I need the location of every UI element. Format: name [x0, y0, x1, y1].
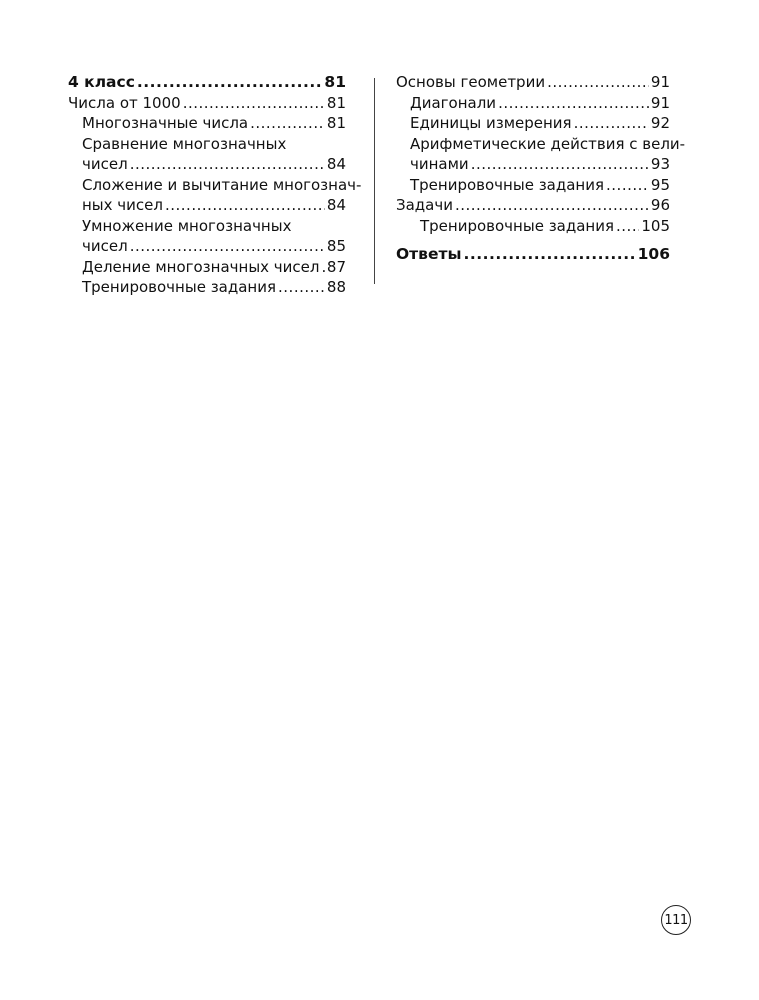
toc-entry-page: 92 — [650, 114, 670, 132]
toc-entry-title: Тренировочные задания — [82, 278, 277, 296]
toc-entry-grade-4[interactable] — [68, 72, 346, 93]
toc-entry-title: Основы геометрии — [396, 73, 546, 91]
toc-entry-training-tasks-problems[interactable] — [396, 216, 670, 237]
toc-entry-page: 106 — [637, 245, 670, 263]
toc-entry-title: Тренировочные задания — [410, 175, 605, 194]
toc-entry-title-line1: Сложение и вычитание многознач- — [82, 175, 362, 194]
toc-entry-title-line2: чинами — [410, 155, 469, 173]
toc-entry-title: Числа от 1000 — [68, 93, 181, 112]
toc-entry-page: 85 — [326, 237, 346, 255]
toc-entry-page: 96 — [650, 196, 670, 214]
dot-leader — [498, 93, 649, 114]
toc-entry-geometry-basics[interactable] — [396, 72, 670, 93]
dot-leader — [616, 216, 639, 237]
dot-leader — [455, 195, 649, 216]
toc-entry-arithmetic-quantities[interactable] — [396, 134, 686, 175]
toc-entry-title: Ответы — [396, 245, 462, 263]
toc-entry-answers[interactable] — [396, 244, 670, 265]
toc-entry-page: 105 — [641, 216, 670, 235]
dot-leader — [165, 195, 325, 216]
toc-entry-training-tasks-geometry[interactable] — [396, 175, 670, 196]
toc-entry-page: 93 — [650, 155, 670, 173]
toc-entry-page: 95 — [650, 175, 670, 194]
dot-leader — [183, 93, 325, 114]
toc-entry-title: 4 класс — [68, 73, 135, 91]
toc-left-column — [68, 72, 362, 298]
dot-leader — [321, 257, 324, 278]
dot-leader — [130, 236, 325, 257]
toc-entry-training-tasks[interactable] — [68, 277, 346, 298]
toc-entry-title-line1: Сравнение многозначных — [82, 134, 287, 153]
dot-leader — [471, 154, 649, 175]
toc-entry-page: 81 — [326, 114, 346, 132]
toc-entry-title: Единицы измерения — [410, 114, 572, 132]
toc-entry-page: 91 — [650, 93, 670, 112]
dot-leader — [137, 72, 323, 93]
dot-leader — [130, 154, 325, 175]
toc-entry-title-line2: чисел — [82, 155, 128, 173]
toc-entry-title: Деление многозначных чисел — [82, 257, 320, 276]
dot-leader — [250, 113, 325, 134]
toc-entry-page: 84 — [326, 196, 346, 214]
dot-leader — [463, 244, 635, 265]
toc-entry-comparison[interactable] — [68, 134, 346, 175]
toc-entry-title-line1: Умножение многозначных — [82, 216, 292, 235]
toc-entry-title-line2: ных чисел — [82, 196, 163, 214]
toc-entry-page: 81 — [324, 73, 346, 91]
toc-entry-title: Диагонали — [410, 93, 497, 112]
toc-entry-addition-subtraction[interactable] — [68, 175, 362, 216]
toc-entry-units[interactable] — [396, 113, 670, 134]
toc-entry-page: 88 — [326, 278, 346, 296]
toc-entry-page: 81 — [326, 93, 346, 112]
toc-right-column — [396, 72, 686, 265]
toc-entry-tasks[interactable] — [396, 195, 670, 216]
toc-entry-title-line1: Арифметические действия с вели- — [410, 134, 686, 153]
dot-leader — [574, 113, 649, 134]
page-number: 111 — [661, 905, 691, 935]
toc-entry-multidigit-numbers[interactable] — [68, 113, 346, 134]
toc-entry-division[interactable] — [68, 257, 346, 278]
toc-entry-numbers-from-1000[interactable] — [68, 93, 346, 114]
toc-entry-title: Многозначные числа — [82, 114, 249, 132]
dot-leader — [606, 175, 649, 196]
column-divider — [374, 78, 375, 284]
toc-entry-page: 91 — [650, 73, 670, 91]
toc-entry-title: Тренировочные задания — [420, 216, 615, 235]
toc-entry-diagonals[interactable] — [396, 93, 670, 114]
dot-leader — [547, 72, 649, 93]
toc-entry-page: 84 — [326, 155, 346, 173]
toc-entry-title: Задачи — [396, 196, 453, 214]
toc-entry-page: 87 — [326, 257, 346, 276]
toc-entry-multiplication[interactable] — [68, 216, 346, 257]
dot-leader — [278, 277, 325, 298]
toc-entry-title-line2: чисел — [82, 237, 128, 255]
